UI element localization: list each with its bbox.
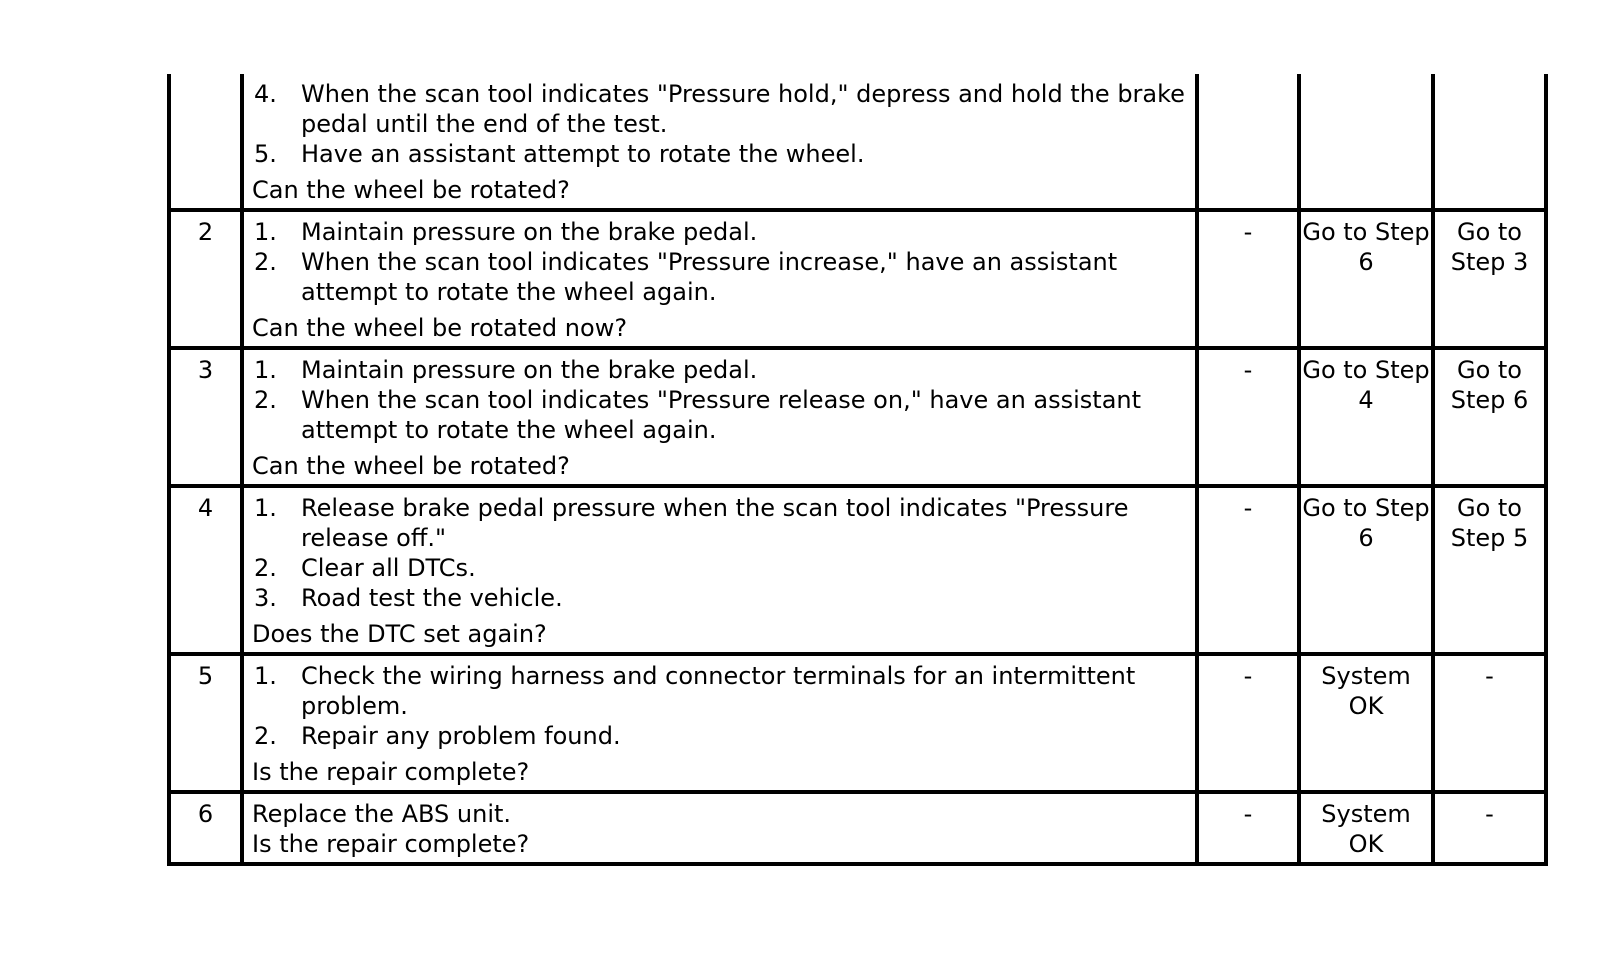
value-cell: -: [1197, 210, 1299, 348]
yes-cell: System OK: [1299, 654, 1433, 792]
table-row: [169, 486, 1546, 654]
yes-cell: System OK: [1299, 792, 1433, 864]
action-cell: [242, 210, 1197, 348]
action-cell: [242, 654, 1197, 792]
table-row: [169, 654, 1546, 792]
action-cell: [242, 486, 1197, 654]
action-item: 4. When the scan tool indicates "Pressure hold," depress and hold the brake pedal until the end of the test.: [254, 80, 1185, 138]
value-cell: -: [1197, 486, 1299, 654]
action-item: 2. When the scan tool indicates "Pressure release on," have an assistant attempt to rotate the wheel again.: [254, 386, 1142, 444]
action-item: 2. Clear all DTCs.: [254, 554, 476, 582]
action-item: 1. Check the wiring harness and connector terminals for an intermittent problem.: [254, 662, 1136, 720]
step-number: 3: [169, 348, 242, 486]
yes-cell: [1299, 74, 1433, 210]
table-row: [169, 74, 1546, 210]
value-cell: -: [1197, 348, 1299, 486]
step-number: 6: [169, 792, 242, 864]
action-cell: [242, 792, 1197, 864]
question-text: Is the repair complete?: [252, 830, 530, 858]
question-text: Can the wheel be rotated?: [252, 176, 570, 204]
diagnostic-table: [167, 74, 1548, 866]
step-number: [169, 74, 242, 210]
action-item: 5. Have an assistant attempt to rotate the wheel.: [254, 140, 865, 168]
action-item: 3. Road test the vehicle.: [254, 584, 563, 612]
table-row: [169, 792, 1546, 864]
yes-cell: Go to Step 6: [1299, 210, 1433, 348]
yes-cell: Go to Step 4: [1299, 348, 1433, 486]
yes-cell: Go to Step 6: [1299, 486, 1433, 654]
action-item: 1. Maintain pressure on the brake pedal.: [254, 218, 758, 246]
table-row: [169, 210, 1546, 348]
step-number: 5: [169, 654, 242, 792]
action-item: 1. Maintain pressure on the brake pedal.: [254, 356, 758, 384]
value-cell: -: [1197, 792, 1299, 864]
no-cell: Go to Step 5: [1433, 486, 1546, 654]
no-cell: Go to Step 3: [1433, 210, 1546, 348]
no-cell: -: [1433, 792, 1546, 864]
action-cell: [242, 74, 1197, 210]
no-cell: Go to Step 6: [1433, 348, 1546, 486]
action-item: 2. Repair any problem found.: [254, 722, 621, 750]
question-text: Can the wheel be rotated?: [252, 452, 570, 480]
no-cell: [1433, 74, 1546, 210]
action-item: 1. Release brake pedal pressure when the scan tool indicates "Pressure release off.": [254, 494, 1129, 552]
question-text: Does the DTC set again?: [252, 620, 547, 648]
action-cell: [242, 348, 1197, 486]
value-cell: [1197, 74, 1299, 210]
action-line: Replace the ABS unit.: [252, 800, 512, 828]
question-text: Is the repair complete?: [252, 758, 530, 786]
no-cell: -: [1433, 654, 1546, 792]
action-item: 2. When the scan tool indicates "Pressure increase," have an assistant attempt to rotate the wheel again.: [254, 248, 1118, 306]
table-row: [169, 348, 1546, 486]
value-cell: -: [1197, 654, 1299, 792]
question-text: Can the wheel be rotated now?: [252, 314, 628, 342]
step-number: 4: [169, 486, 242, 654]
step-number: 2: [169, 210, 242, 348]
